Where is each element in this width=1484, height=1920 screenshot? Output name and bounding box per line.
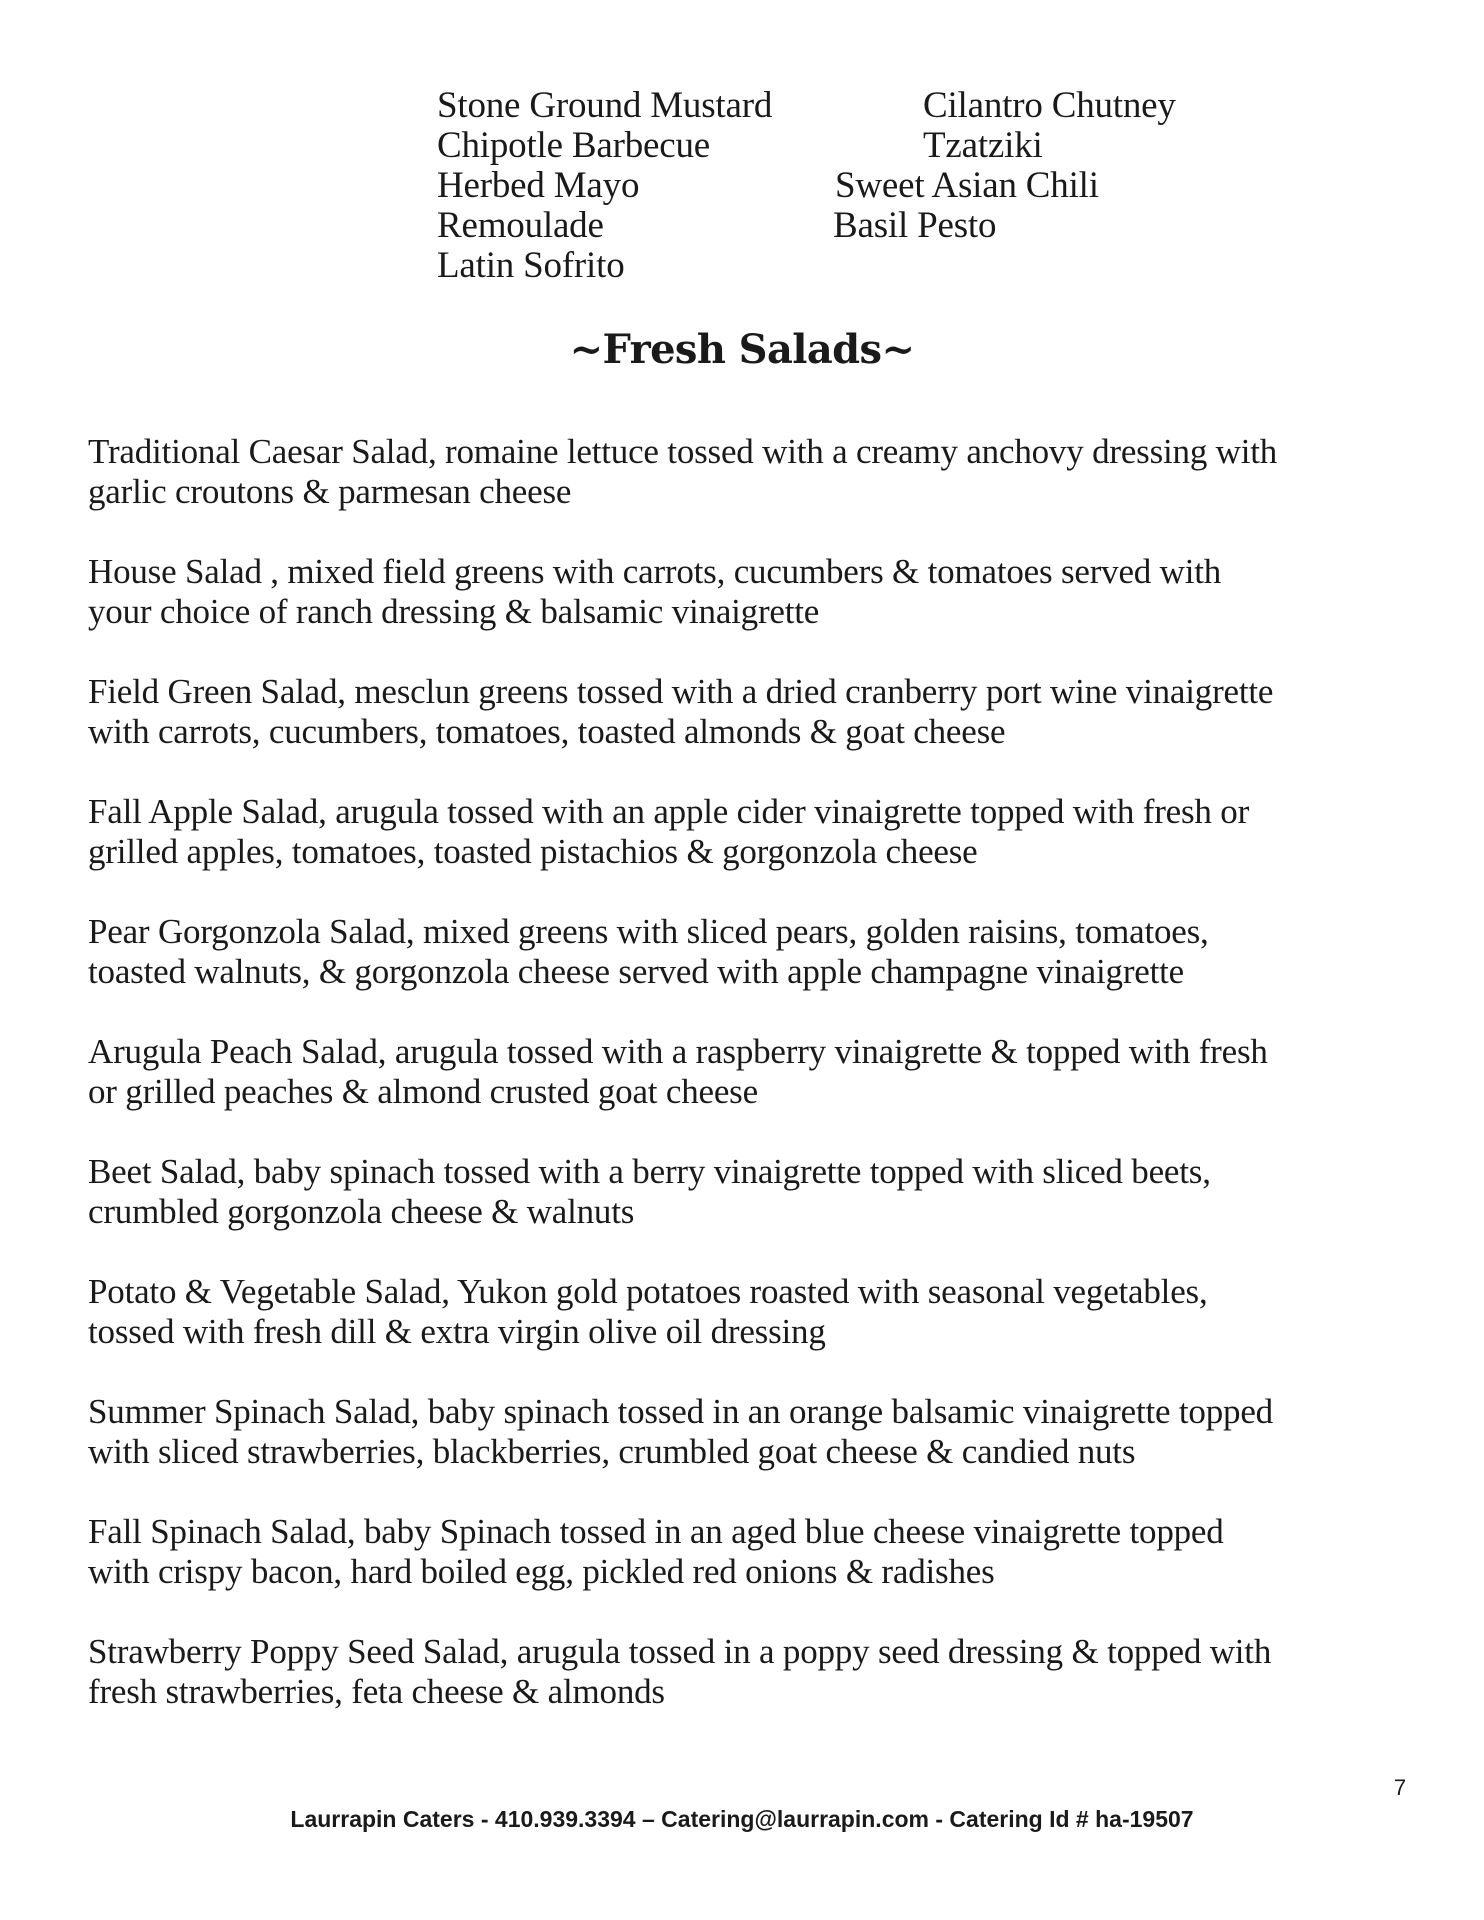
sauce-item: Chipotle Barbecue <box>437 125 710 166</box>
salad-entry: Arugula Peach Salad, arugula tossed with a raspberry vinaigrette & topped with fresh or grilled peaches & almond crusted goat cheese <box>88 1032 1268 1111</box>
sauce-item: Stone Ground Mustard <box>437 85 773 126</box>
page-number: 7 <box>1393 1775 1407 1800</box>
salad-entry: Potato & Vegetable Salad, Yukon gold potatoes roasted with seasonal vegetables, tossed with fresh dill & extra virgin olive oil dressing <box>88 1272 1208 1351</box>
sauce-item: Herbed Mayo <box>437 165 640 206</box>
salad-entry: Traditional Caesar Salad, romaine lettuce tossed with a creamy anchovy dressing with garlic croutons & parmesan cheese <box>88 432 1278 511</box>
salad-entry: House Salad , mixed field greens with carrots, cucumbers & tomatoes served with your choice of ranch dressing & balsamic vinaigrette <box>88 552 1222 631</box>
sauce-item: Latin Sofrito <box>437 245 625 286</box>
sauce-item: Tzatziki <box>923 125 1043 166</box>
sauce-item: Sweet Asian Chili <box>835 165 1099 206</box>
salad-entry: Fall Spinach Salad, baby Spinach tossed in an aged blue cheese vinaigrette topped with crispy bacon, hard boiled egg, pickled red onions & radishes <box>88 1512 1224 1591</box>
sauce-item: Remoulade <box>437 205 604 246</box>
salad-entry: Strawberry Poppy Seed Salad, arugula tossed in a poppy seed dressing & topped with fresh strawberries, feta cheese & almonds <box>88 1632 1272 1711</box>
sauce-item: Basil Pesto <box>833 205 997 246</box>
section-title: ~Fresh Salads~ <box>569 326 915 373</box>
salad-entry: Fall Apple Salad, arugula tossed with an apple cider vinaigrette topped with fresh or grilled apples, tomatoes, toasted pistachios & gorgonzola cheese <box>88 792 1250 871</box>
salad-entry: Field Green Salad, mesclun greens tossed with a dried cranberry port wine vinaigrette with carrots, cucumbers, tomatoes, toasted almonds & goat cheese <box>88 672 1274 751</box>
sauce-item: Cilantro Chutney <box>923 85 1176 126</box>
salad-entry: Summer Spinach Salad, baby spinach tossed in an orange balsamic vinaigrette topped with sliced strawberries, blackberries, crumbled goat cheese & candied nuts <box>88 1392 1273 1471</box>
salad-entry: Beet Salad, baby spinach tossed with a berry vinaigrette topped with sliced beets, crumbled gorgonzola cheese & walnuts <box>88 1152 1211 1231</box>
salad-entry: Pear Gorgonzola Salad, mixed greens with sliced pears, golden raisins, tomatoes, toasted walnuts, & gorgonzola cheese served with apple champagne vinaigrette <box>88 912 1209 991</box>
footer-contact: Laurrapin Caters - 410.939.3394 – Catering@laurrapin.com - Catering Id # ha-19507 <box>290 1806 1194 1832</box>
